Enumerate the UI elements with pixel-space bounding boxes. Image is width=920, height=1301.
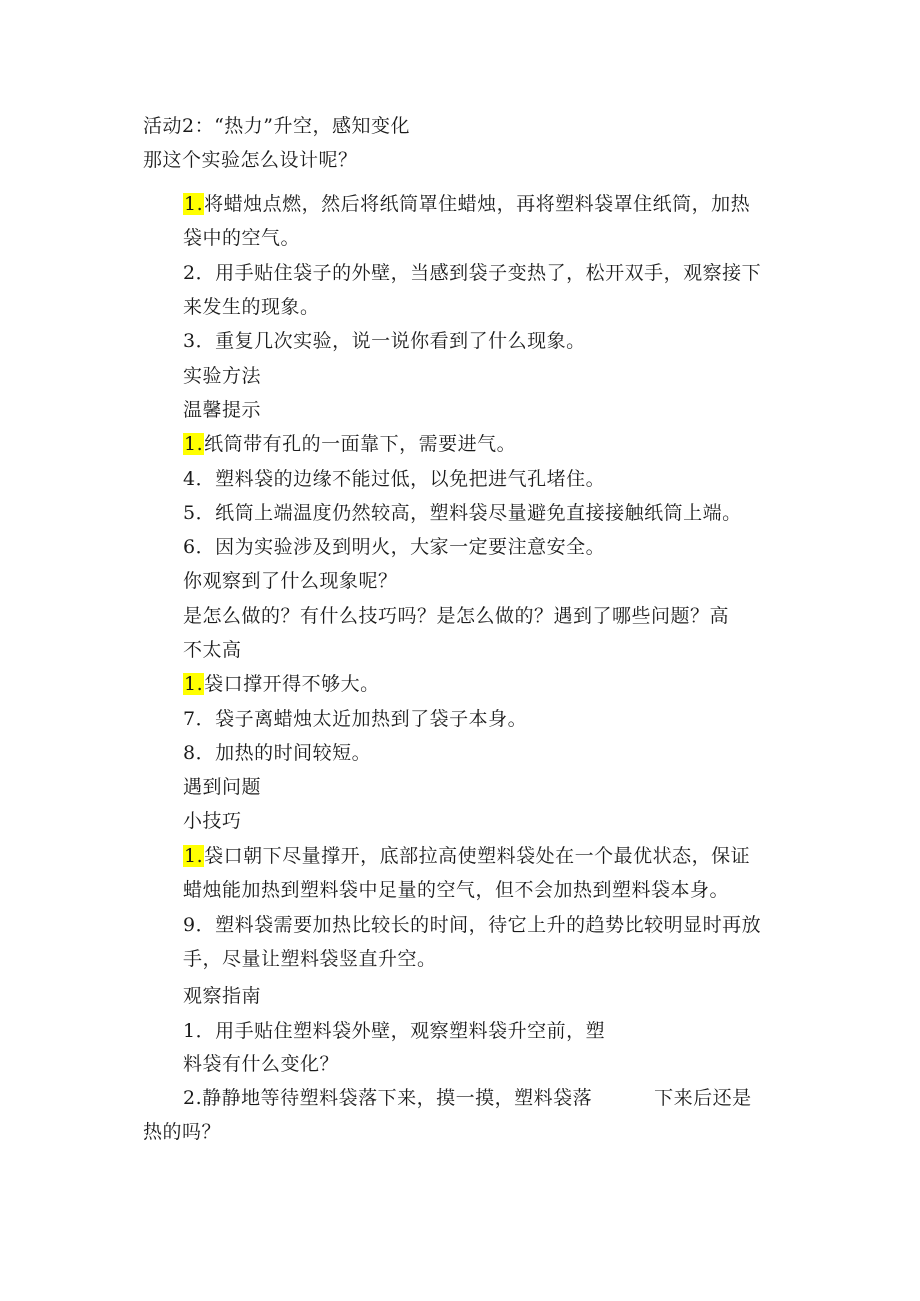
- problem-1: [183, 672, 380, 696]
- trick-9-number: 9: [183, 914, 196, 936]
- step-2-text: ．用手贴住袋子的外壁，当感到袋子变热了，松开双手，观察接下: [195, 262, 762, 284]
- question-observed: 你观察到了什么现象呢？: [183, 570, 398, 592]
- problem-7-number: 7: [183, 708, 196, 730]
- intro-question: 那这个实验怎么设计呢？: [143, 149, 358, 171]
- tip-4-text: ．塑料袋的边缘不能过低，以免把进气孔堵住。: [195, 468, 606, 490]
- tip-1: [183, 432, 516, 456]
- step-1-line-2: 袋中的空气。: [183, 227, 301, 249]
- guide-2-line-2: 热的吗？: [143, 1121, 222, 1143]
- trick-9-line-1: [183, 913, 761, 937]
- trick-1-line-1: [183, 844, 750, 868]
- guide-2-text-a: 静静地等待塑料袋落下来，摸一摸，塑料袋落: [202, 1087, 593, 1109]
- tip-6-number: 6: [183, 536, 196, 558]
- step-3-number: 3: [183, 330, 196, 352]
- tip-5-number: 5: [183, 502, 196, 524]
- step-1-text: 将蜡烛点燃，然后将纸筒罩住蜡烛，再将塑料袋罩住纸筒，加热: [204, 193, 751, 215]
- tip-5: [183, 501, 742, 525]
- problem-8-number: 8: [183, 742, 196, 764]
- problem-8-text: ．加热的时间较短。: [195, 742, 372, 764]
- trick-9-line-2: 手，尽量让塑料袋竖直升空。: [183, 948, 437, 970]
- guide-2-line-1: [183, 1086, 752, 1110]
- tip-1-number: 1.: [184, 433, 204, 455]
- tip-6-text: ．因为实验涉及到明火，大家一定要注意安全。: [195, 536, 606, 558]
- tip-4: [183, 467, 605, 491]
- question-how: 是怎么做的？有什么技巧吗？是怎么做的？遇到了哪些问题？高: [183, 605, 730, 627]
- guide-1-number: 1: [183, 1020, 196, 1042]
- guide-1-line-2: 料袋有什么变化？: [183, 1053, 340, 1075]
- trick-1-line-2: 蜡烛能加热到塑料袋中足量的空气，但不会加热到塑料袋本身。: [183, 879, 730, 901]
- activity-heading: 活动2：“热力”升空，感知变化: [143, 115, 411, 137]
- guide-1-text: ．用手贴住塑料袋外壁，观察塑料袋升空前，塑: [195, 1020, 606, 1042]
- tip-1-text: 纸筒带有孔的一面靠下，需要进气。: [204, 433, 517, 455]
- tips-label: 温馨提示: [183, 399, 262, 421]
- problem-1-text: 袋口撑开得不够大。: [204, 673, 380, 695]
- problem-1-number: 1.: [184, 673, 204, 695]
- not-high-label: 不太高: [183, 639, 242, 661]
- guide-2-number: 2.: [183, 1087, 203, 1109]
- step-1-number: 1.: [184, 193, 204, 215]
- problems-label: 遇到问题: [183, 776, 262, 798]
- tip-5-text: ．纸筒上端温度仍然较高，塑料袋尽量避免直接接触纸筒上端。: [195, 502, 742, 524]
- problem-8: [183, 741, 371, 765]
- method-label: 实验方法: [183, 365, 262, 387]
- tip-4-number: 4: [183, 468, 196, 490]
- step-2-number: 2: [183, 262, 196, 284]
- tricks-label: 小技巧: [183, 810, 242, 832]
- guide-2-text-b: 下来后还是: [654, 1087, 752, 1109]
- step-2-line-2: 来发生的现象。: [183, 296, 320, 318]
- step-2-line-1: [183, 261, 761, 285]
- step-3-line: [183, 329, 586, 353]
- step-3-text: ．重复几次实验，说一说你看到了什么现象。: [195, 330, 586, 352]
- tip-6: [183, 535, 605, 559]
- guide-1-line-1: [183, 1019, 605, 1043]
- trick-1-text: 袋口朝下尽量撑开，底部拉高使塑料袋处在一个最优状态，保证: [204, 845, 751, 867]
- problem-7: [183, 707, 527, 731]
- trick-9-text: ．塑料袋需要加热比较长的时间，待它上升的趋势比较明显时再放: [195, 914, 762, 936]
- step-1-line-1: [183, 192, 750, 216]
- problem-7-text: ．袋子离蜡烛太近加热到了袋子本身。: [195, 708, 528, 730]
- trick-1-number: 1.: [184, 845, 204, 867]
- guide-label: 观察指南: [183, 985, 262, 1007]
